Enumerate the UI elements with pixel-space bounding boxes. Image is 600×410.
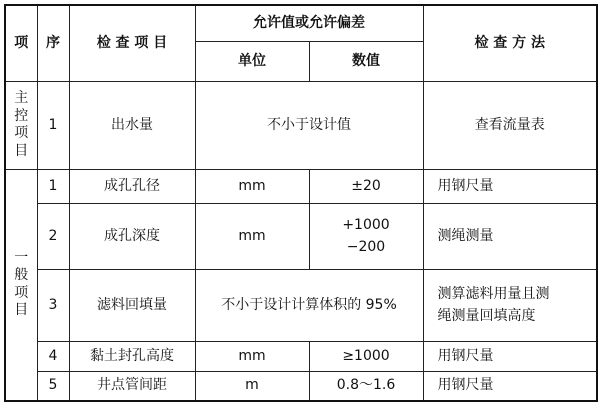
row-value: 0.8～1.6 <box>309 371 423 401</box>
row-item: 成孔孔径 <box>69 169 195 203</box>
main-allowed: 不小于设计值 <box>195 81 423 169</box>
row-seq: 5 <box>37 371 69 401</box>
row-method: 测绳测量 <box>423 203 597 269</box>
row-item: 黏土封孔高度 <box>69 341 195 371</box>
header-check-item: 检 查 项 目 <box>69 5 195 81</box>
row-value: ±20 <box>309 169 423 203</box>
main-method: 查看流量表 <box>423 81 597 169</box>
group-general-label: 一 般 项 目 <box>5 169 37 401</box>
row-seq: 4 <box>37 341 69 371</box>
row-method: 用钢尺量 <box>423 371 597 401</box>
row-seq: 2 <box>37 203 69 269</box>
row-unit: mm <box>195 341 309 371</box>
row-item: 滤料回填量 <box>69 269 195 341</box>
row-allowed: 不小于设计计算体积的 95% <box>195 269 423 341</box>
row-seq: 1 <box>37 169 69 203</box>
header-allowed: 允许值或允许偏差 <box>195 5 423 41</box>
main-item: 出水量 <box>69 81 195 169</box>
row-item: 成孔深度 <box>69 203 195 269</box>
row-method: 用钢尺量 <box>423 169 597 203</box>
group-main-label: 主 控 项 目 <box>5 81 37 169</box>
row-unit: m <box>195 371 309 401</box>
row-value: +1000 −200 <box>309 203 423 269</box>
row-unit: mm <box>195 169 309 203</box>
header-unit: 单位 <box>195 41 309 81</box>
header-item: 项 <box>5 5 37 81</box>
inspection-table <box>4 4 598 402</box>
header-seq: 序 <box>37 5 69 81</box>
row-value: ≥1000 <box>309 341 423 371</box>
row-item: 井点管间距 <box>69 371 195 401</box>
main-seq: 1 <box>37 81 69 169</box>
header-method: 检 查 方 法 <box>423 5 597 81</box>
row-method: 用钢尺量 <box>423 341 597 371</box>
row-method: 测算滤料用量且测 绳测量回填高度 <box>423 269 597 341</box>
header-value: 数值 <box>309 41 423 81</box>
row-seq: 3 <box>37 269 69 341</box>
row-unit: mm <box>195 203 309 269</box>
